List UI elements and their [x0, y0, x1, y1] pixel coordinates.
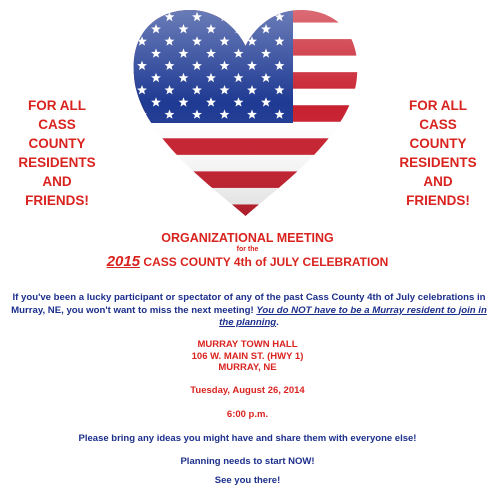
location-city: MURRAY, NE	[218, 362, 277, 373]
celebration-heading	[0, 253, 495, 270]
intro-text: If you've been a lucky participant or spectator of any of the past Cass County 4th of July celebrations in Murray, NE, you won't want to miss the next meeting!	[11, 292, 486, 316]
side-line: AND	[42, 174, 72, 189]
resident-note: You do NOT have to be a Murray resident to join in the planning	[219, 304, 487, 328]
side-line: FOR ALL	[409, 98, 467, 113]
side-line: RESIDENTS	[18, 155, 96, 170]
location-block	[0, 339, 495, 374]
intro-end: .	[276, 317, 279, 328]
side-line: RESIDENTS	[399, 155, 477, 170]
location-street: 106 W. MAIN ST. (HWY 1)	[191, 350, 304, 362]
side-line: COUNTY	[28, 136, 86, 151]
side-line: FRIENDS!	[406, 193, 470, 208]
intro-paragraph	[6, 292, 492, 330]
flag-star	[247, 12, 257, 21]
side-line: COUNTY	[409, 136, 467, 151]
side-line: CASS	[38, 117, 76, 132]
side-line: FOR ALL	[28, 98, 86, 113]
side-line: AND	[423, 174, 453, 189]
for-the-label: for the	[236, 246, 259, 253]
year: 2015	[106, 253, 141, 270]
closing-line: See you there!	[214, 475, 281, 486]
celebration-title: CASS COUNTY 4th of JULY CELEBRATION	[140, 255, 389, 269]
meeting-title: ORGANIZATIONAL MEETING	[161, 231, 334, 245]
ideas-line: Please bring any ideas you might have and share them with everyone else!	[78, 433, 417, 444]
american-flag-heart-icon	[128, 6, 363, 221]
meeting-date: Tuesday, August 26, 2014	[190, 385, 305, 396]
location-name: MURRAY TOWN HALL	[197, 339, 298, 350]
side-line: CASS	[419, 117, 457, 132]
meeting-time: 6:00 p.m.	[226, 409, 269, 420]
side-text-right	[383, 96, 493, 210]
side-text-left	[2, 96, 112, 210]
side-line: FRIENDS!	[25, 193, 89, 208]
flag-star	[137, 12, 147, 21]
planning-line: Planning needs to start NOW!	[180, 456, 315, 467]
